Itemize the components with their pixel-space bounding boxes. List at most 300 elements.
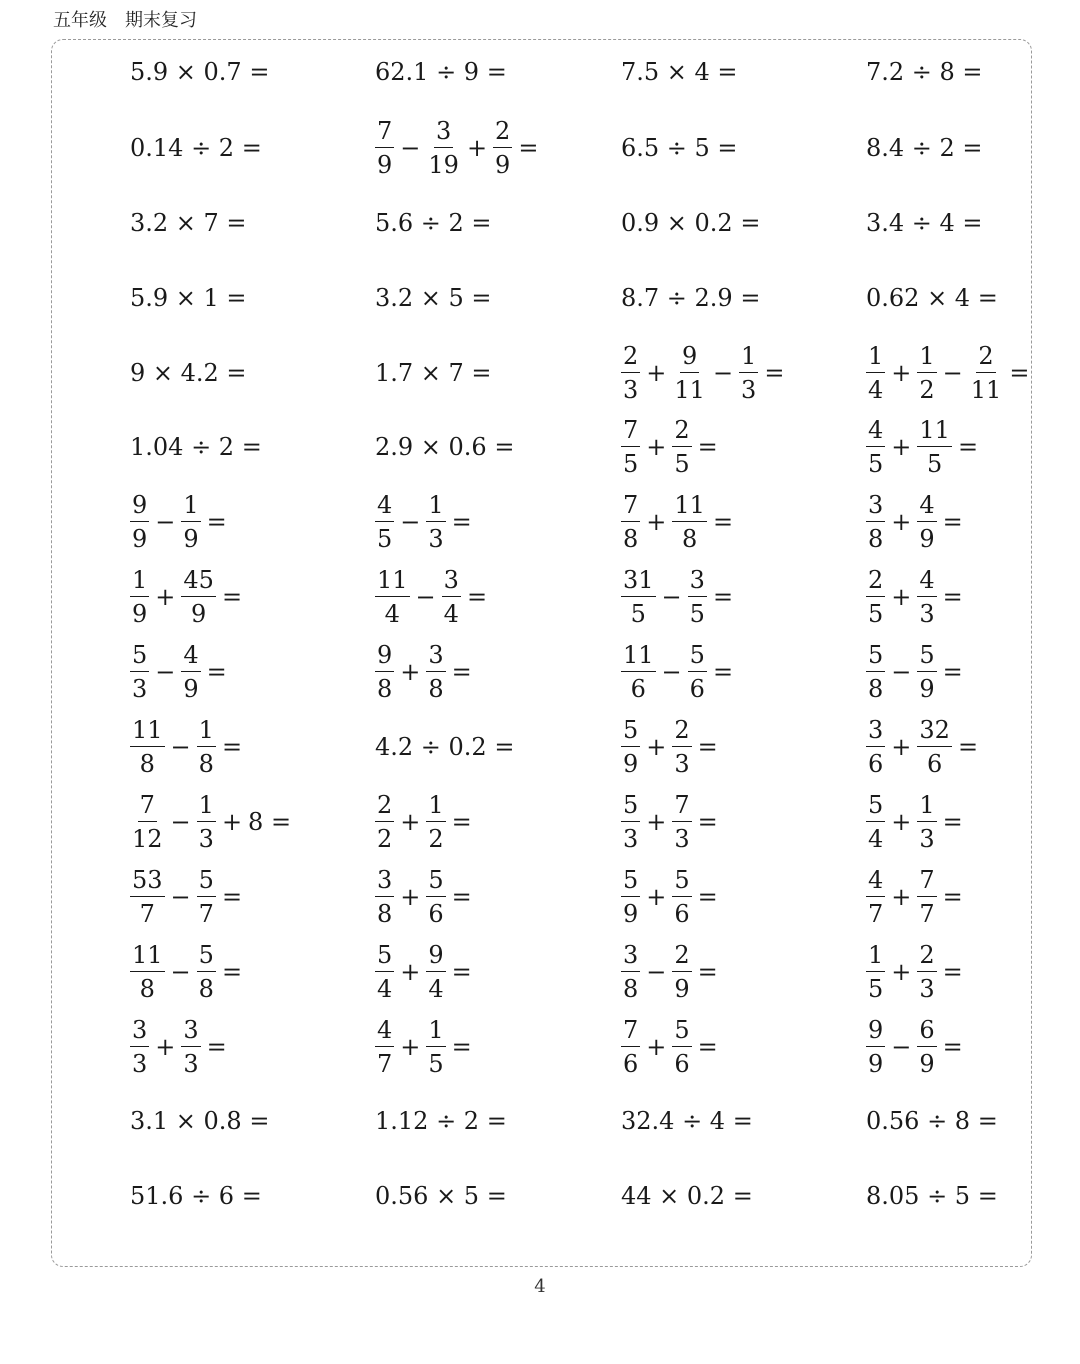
operator: −	[170, 883, 191, 911]
fraction-numerator: 1	[197, 718, 216, 747]
fraction-denominator: 9	[377, 151, 393, 179]
exercise-problem	[130, 642, 227, 702]
equals-sign: =	[221, 883, 243, 911]
fraction-numerator: 7	[917, 868, 936, 897]
exercise-problem	[130, 417, 262, 477]
fraction-numerator: 3	[621, 943, 640, 972]
fraction-numerator: 1	[739, 344, 758, 373]
fraction-denominator: 7	[919, 900, 935, 928]
fraction	[866, 493, 885, 551]
fraction-numerator: 5	[197, 943, 216, 972]
equals-sign: =	[221, 733, 243, 761]
operator: +	[400, 1033, 421, 1061]
fraction-denominator: 5	[868, 450, 884, 478]
fraction	[672, 793, 691, 851]
exercise-row	[52, 1166, 1031, 1226]
fraction-denominator: 8	[623, 525, 639, 553]
operator: +	[646, 883, 667, 911]
fraction-numerator: 5	[375, 943, 394, 972]
expression-text: 3.1 × 0.8 =	[130, 1107, 270, 1135]
operator: −	[661, 658, 682, 686]
fraction-denominator: 9	[191, 600, 207, 628]
operator: +	[466, 134, 488, 162]
exercise-problem	[866, 792, 963, 852]
fraction-denominator: 11	[970, 376, 1002, 404]
expression-text: 8 =	[248, 808, 292, 836]
fraction	[688, 568, 707, 626]
equals-sign: =	[957, 733, 979, 761]
fraction	[917, 418, 952, 476]
fraction-denominator: 5	[674, 450, 690, 478]
equals-sign: =	[712, 508, 734, 536]
fraction-denominator: 5	[623, 450, 639, 478]
exercise-problem	[866, 567, 963, 627]
equals-sign: =	[1009, 359, 1030, 387]
exercise-problem	[375, 1166, 507, 1226]
exercise-problem	[375, 1017, 472, 1077]
fraction-denominator: 8	[139, 750, 155, 778]
exercise-row	[52, 268, 1031, 328]
exercise-problem	[130, 492, 227, 552]
fraction-denominator: 7	[377, 1050, 393, 1078]
fraction	[672, 344, 707, 402]
fraction-denominator: 8	[623, 975, 639, 1003]
operator: +	[400, 658, 421, 686]
fraction-numerator: 5	[621, 718, 640, 747]
exercise-row	[52, 1017, 1031, 1077]
fraction	[621, 344, 640, 402]
fraction	[375, 119, 394, 177]
fraction-numerator: 5	[688, 643, 707, 672]
operator: +	[646, 1033, 667, 1061]
equals-sign: =	[451, 958, 472, 986]
fraction-numerator: 4	[181, 643, 200, 672]
equals-sign: =	[942, 583, 963, 611]
fraction	[197, 718, 216, 776]
expression-text: 1.7 × 7 =	[375, 359, 492, 387]
fraction-numerator: 5	[130, 643, 149, 672]
exercise-problem	[866, 1166, 998, 1226]
operator: +	[891, 958, 912, 986]
operator: −	[400, 134, 421, 162]
fraction	[375, 943, 394, 1001]
fraction-numerator: 7	[621, 418, 640, 447]
equals-sign: =	[712, 583, 734, 611]
fraction-denominator: 8	[428, 675, 444, 703]
expression-text: 5.9 × 1 =	[130, 284, 247, 312]
exercise-problem	[130, 343, 247, 403]
fraction-denominator: 3	[132, 1050, 148, 1078]
operator: +	[891, 733, 912, 761]
operator: +	[891, 359, 912, 387]
fraction-numerator: 11	[130, 718, 165, 747]
operator: −	[661, 583, 682, 611]
expression-text: 3.2 × 7 =	[130, 209, 247, 237]
fraction	[917, 718, 952, 776]
fraction	[426, 943, 445, 1001]
expression-text: 8.4 ÷ 2 =	[866, 134, 983, 162]
page-number: 4	[534, 1276, 546, 1297]
fraction-denominator: 5	[689, 600, 705, 628]
fraction	[672, 943, 691, 1001]
exercise-problem	[866, 1091, 998, 1151]
operator: +	[155, 583, 176, 611]
fraction	[672, 418, 691, 476]
operator: +	[646, 359, 667, 387]
fraction	[442, 568, 461, 626]
fraction-denominator: 4	[377, 975, 393, 1003]
exercise-problem	[621, 867, 718, 927]
fraction-numerator: 5	[866, 793, 885, 822]
fraction-numerator: 3	[434, 119, 453, 148]
fraction	[197, 868, 216, 926]
exercise-problem	[866, 867, 963, 927]
fraction	[426, 119, 461, 177]
exercise-row	[52, 567, 1031, 627]
fraction	[672, 868, 691, 926]
fraction-denominator: 9	[132, 525, 148, 553]
expression-text: 2.9 × 0.6 =	[375, 433, 515, 461]
fraction-denominator: 6	[689, 675, 705, 703]
fraction-numerator: 7	[621, 493, 640, 522]
fraction	[426, 643, 445, 701]
expression-text: 0.56 ÷ 8 =	[866, 1107, 998, 1135]
fraction	[621, 568, 656, 626]
fraction-numerator: 1	[426, 793, 445, 822]
equals-sign: =	[518, 134, 539, 162]
exercise-problem	[375, 642, 472, 702]
exercise-problem	[866, 642, 963, 702]
fraction-denominator: 9	[868, 1050, 884, 1078]
exercise-problem	[375, 792, 472, 852]
fraction-denominator: 8	[377, 675, 393, 703]
fraction-numerator: 45	[181, 568, 216, 597]
fraction-numerator: 4	[917, 493, 936, 522]
fraction-denominator: 9	[919, 1050, 935, 1078]
fraction-denominator: 4	[868, 825, 884, 853]
exercise-problem	[866, 42, 983, 102]
fraction-numerator: 31	[621, 568, 656, 597]
fraction-denominator: 6	[630, 675, 646, 703]
fraction-numerator: 2	[672, 418, 691, 447]
fraction-denominator: 3	[132, 675, 148, 703]
exercise-problem	[866, 118, 983, 178]
expression-text: 4.2 ÷ 0.2 =	[375, 733, 515, 761]
fraction-numerator: 9	[866, 1018, 885, 1047]
fraction	[130, 718, 165, 776]
fraction-numerator: 11	[621, 643, 656, 672]
operator: +	[646, 733, 667, 761]
fraction-numerator: 7	[672, 793, 691, 822]
exercise-problem	[375, 1091, 507, 1151]
fraction-denominator: 8	[682, 525, 698, 553]
equals-sign: =	[764, 359, 785, 387]
exercise-problem	[375, 867, 472, 927]
expression-text: 8.05 ÷ 5 =	[866, 1182, 998, 1210]
fraction-numerator: 1	[426, 493, 445, 522]
fraction-numerator: 11	[917, 418, 952, 447]
operator: −	[400, 508, 421, 536]
fraction-numerator: 2	[493, 119, 512, 148]
exercise-row	[52, 642, 1031, 702]
operator: +	[155, 1033, 176, 1061]
expression-text: 1.04 ÷ 2 =	[130, 433, 262, 461]
exercise-problem	[866, 193, 983, 253]
fraction-denominator: 9	[623, 750, 639, 778]
exercise-problem	[130, 792, 291, 852]
fraction	[426, 793, 445, 851]
fraction-numerator: 2	[866, 568, 885, 597]
fraction	[621, 868, 640, 926]
subject-label: 期末复习	[125, 10, 197, 31]
fraction-numerator: 3	[866, 493, 885, 522]
exercise-problem	[375, 343, 492, 403]
fraction	[375, 793, 394, 851]
operator: +	[400, 808, 421, 836]
fraction	[917, 868, 936, 926]
fraction	[866, 718, 885, 776]
fraction-numerator: 7	[621, 1018, 640, 1047]
fraction	[181, 493, 200, 551]
fraction-denominator: 6	[428, 900, 444, 928]
exercise-problem	[866, 343, 1029, 403]
fraction	[130, 943, 165, 1001]
exercise-problem	[621, 42, 738, 102]
fraction-numerator: 3	[130, 1018, 149, 1047]
equals-sign: =	[942, 508, 963, 536]
fraction-numerator: 2	[917, 943, 936, 972]
equals-sign: =	[466, 583, 488, 611]
exercise-problem	[130, 1091, 269, 1151]
fraction	[672, 1018, 691, 1076]
exercise-problem	[621, 567, 733, 627]
fraction	[866, 643, 885, 701]
expression-text: 0.56 × 5 =	[375, 1182, 507, 1210]
fraction-denominator: 9	[132, 600, 148, 628]
fraction-denominator: 3	[623, 825, 639, 853]
operator: −	[646, 958, 667, 986]
exercise-problem	[621, 1166, 753, 1226]
fraction-denominator: 11	[674, 376, 705, 404]
fraction-denominator: 9	[623, 900, 639, 928]
equals-sign: =	[697, 883, 718, 911]
operator: +	[221, 808, 243, 836]
exercise-problem	[130, 942, 242, 1002]
fraction	[181, 568, 216, 626]
fraction	[621, 643, 656, 701]
fraction-numerator: 5	[866, 643, 885, 672]
equals-sign: =	[206, 508, 227, 536]
equals-sign: =	[451, 1033, 472, 1061]
operator: −	[712, 359, 734, 387]
fraction	[866, 418, 885, 476]
operator: −	[942, 359, 963, 387]
fraction-numerator: 4	[866, 418, 885, 447]
exercise-problem	[621, 642, 733, 702]
operator: +	[891, 808, 912, 836]
equals-sign: =	[451, 808, 472, 836]
fraction-denominator: 3	[741, 376, 757, 404]
fraction	[917, 344, 936, 402]
fraction-denominator: 2	[377, 825, 393, 853]
fraction	[688, 643, 707, 701]
equals-sign: =	[451, 508, 472, 536]
exercise-row	[52, 42, 1031, 102]
exercise-problem	[375, 942, 472, 1002]
fraction	[866, 943, 885, 1001]
fraction-denominator: 6	[674, 1050, 690, 1078]
fraction-numerator: 2	[672, 718, 691, 747]
expression-text: 51.6 ÷ 6 =	[130, 1182, 262, 1210]
fraction-denominator: 2	[428, 825, 444, 853]
exercise-problem	[375, 492, 472, 552]
fraction	[917, 568, 936, 626]
equals-sign: =	[697, 1033, 718, 1061]
fraction-denominator: 4	[384, 600, 400, 628]
fraction	[917, 493, 936, 551]
fraction-denominator: 3	[674, 825, 690, 853]
equals-sign: =	[206, 658, 227, 686]
fraction-denominator: 8	[139, 975, 155, 1003]
exercise-problem	[621, 193, 760, 253]
fraction-numerator: 1	[917, 344, 936, 373]
equals-sign: =	[451, 883, 472, 911]
fraction-numerator: 4	[917, 568, 936, 597]
fraction-denominator: 5	[927, 450, 943, 478]
operator: −	[415, 583, 436, 611]
expression-text: 9 × 4.2 =	[130, 359, 247, 387]
exercise-problem	[866, 417, 978, 477]
expression-text: 7.5 × 4 =	[621, 58, 738, 86]
operator: −	[155, 658, 176, 686]
operator: +	[400, 883, 421, 911]
fraction	[130, 793, 165, 851]
fraction	[866, 793, 885, 851]
operator: −	[170, 808, 191, 836]
equals-sign: =	[451, 658, 472, 686]
exercise-problem	[375, 42, 507, 102]
exercise-problem	[130, 1017, 227, 1077]
expression-text: 0.62 × 4 =	[866, 284, 998, 312]
operator: +	[891, 583, 912, 611]
fraction-denominator: 8	[377, 900, 393, 928]
exercise-problem	[375, 268, 492, 328]
equals-sign: =	[697, 733, 718, 761]
page-header	[53, 6, 197, 32]
equals-sign: =	[697, 808, 718, 836]
equals-sign: =	[942, 958, 963, 986]
fraction-numerator: 2	[375, 793, 394, 822]
fraction-denominator: 6	[868, 750, 884, 778]
exercise-problem	[375, 417, 514, 477]
exercise-row	[52, 717, 1031, 777]
fraction	[426, 1018, 445, 1076]
fraction-numerator: 2	[672, 943, 691, 972]
fraction-numerator: 1	[917, 793, 936, 822]
expression-text: 8.7 ÷ 2.9 =	[621, 284, 761, 312]
exercise-problem	[866, 717, 978, 777]
exercise-problem	[621, 118, 738, 178]
fraction	[672, 718, 691, 776]
fraction-numerator: 5	[672, 1018, 691, 1047]
exercise-problem	[621, 792, 718, 852]
fraction	[621, 943, 640, 1001]
fraction-denominator: 19	[428, 151, 459, 179]
fraction	[621, 418, 640, 476]
exercise-problem	[375, 567, 487, 627]
fraction-numerator: 2	[621, 344, 640, 373]
expression-text: 62.1 ÷ 9 =	[375, 58, 507, 86]
exercise-problem	[866, 942, 963, 1002]
expression-text: 6.5 ÷ 5 =	[621, 134, 738, 162]
operator: +	[891, 883, 912, 911]
exercise-problem	[375, 118, 538, 178]
exercise-problem	[130, 193, 247, 253]
fraction-denominator: 9	[495, 151, 511, 179]
fraction	[197, 793, 216, 851]
fraction-denominator: 4	[443, 600, 459, 628]
fraction-numerator: 6	[917, 1018, 936, 1047]
expression-text: 0.9 × 0.2 =	[621, 209, 761, 237]
expression-text: 3.2 × 5 =	[375, 284, 492, 312]
expression-text: 44 × 0.2 =	[621, 1182, 753, 1210]
operator: +	[646, 808, 667, 836]
exercise-row	[52, 492, 1031, 552]
fraction-denominator: 4	[868, 376, 884, 404]
fraction	[866, 1018, 885, 1076]
fraction-numerator: 5	[917, 643, 936, 672]
expression-text: 3.4 ÷ 4 =	[866, 209, 983, 237]
operator: +	[891, 508, 912, 536]
fraction	[375, 1018, 394, 1076]
fraction-denominator: 6	[623, 1050, 639, 1078]
exercise-problem	[130, 42, 269, 102]
fraction	[621, 793, 640, 851]
fraction	[866, 868, 885, 926]
fraction-numerator: 3	[866, 718, 885, 747]
fraction-denominator: 3	[919, 600, 935, 628]
exercise-row	[52, 118, 1031, 178]
fraction-numerator: 32	[917, 718, 952, 747]
equals-sign: =	[221, 583, 243, 611]
fraction-numerator: 9	[680, 344, 699, 373]
fraction-numerator: 1	[866, 943, 885, 972]
fraction-numerator: 3	[688, 568, 707, 597]
fraction	[621, 1018, 640, 1076]
expression-text: 1.12 ÷ 2 =	[375, 1107, 507, 1135]
fraction-numerator: 3	[181, 1018, 200, 1047]
fraction	[426, 493, 445, 551]
expression-text: 32.4 ÷ 4 =	[621, 1107, 753, 1135]
operator: +	[646, 508, 667, 536]
fraction-numerator: 9	[375, 643, 394, 672]
fraction-denominator: 8	[868, 675, 884, 703]
fraction-denominator: 3	[674, 750, 690, 778]
fraction-numerator: 11	[130, 943, 165, 972]
fraction-denominator: 4	[428, 975, 444, 1003]
fraction-denominator: 3	[198, 825, 214, 853]
fraction	[917, 1018, 936, 1076]
fraction	[917, 793, 936, 851]
exercise-problem	[130, 1166, 262, 1226]
fraction-numerator: 4	[375, 1018, 394, 1047]
exercise-row	[52, 1091, 1031, 1151]
fraction	[739, 344, 758, 402]
fraction	[130, 1018, 149, 1076]
fraction-denominator: 5	[868, 600, 884, 628]
equals-sign: =	[221, 958, 243, 986]
fraction	[621, 718, 640, 776]
